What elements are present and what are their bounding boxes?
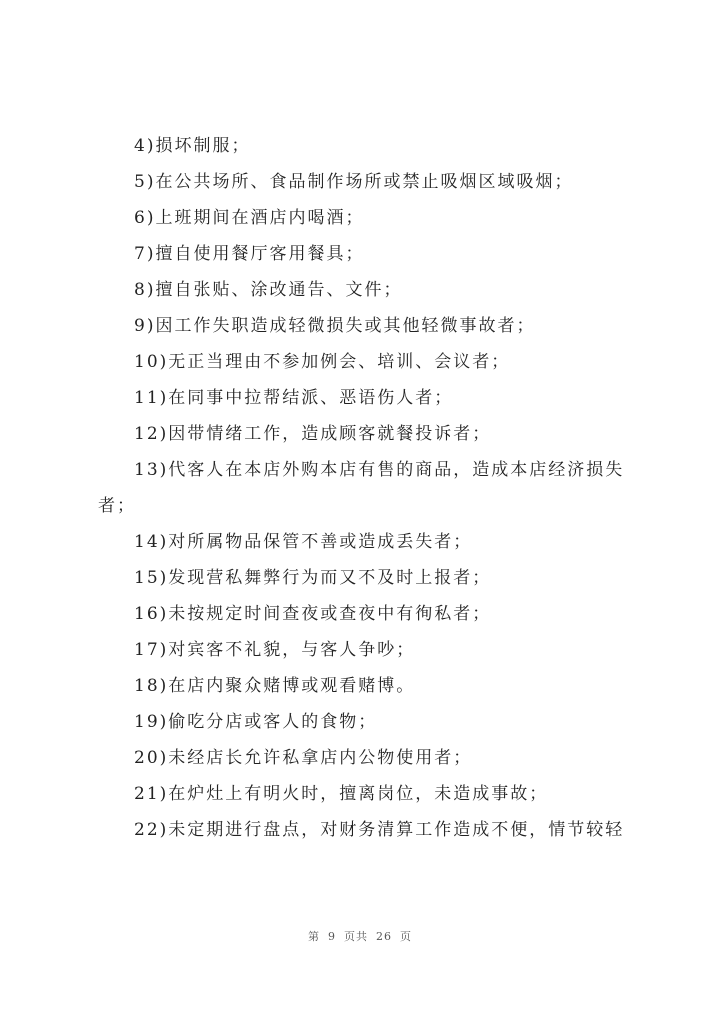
footer-middle: 页共 — [344, 930, 368, 943]
list-item: 10)无正当理由不参加例会、培训、会议者； — [134, 352, 511, 372]
list-item: 11)在同事中拉帮结派、恶语伤人者； — [134, 388, 454, 408]
footer-suffix: 页 — [400, 930, 412, 943]
list-item: 7)擅自使用餐厅客用餐具； — [134, 244, 365, 264]
list-item: 21)在炉灶上有明火时，擅离岗位，未造成事故； — [134, 784, 549, 804]
list-item: 20)未经店长允许私拿店内公物使用者； — [134, 748, 473, 768]
footer-prefix: 第 — [308, 930, 320, 943]
list-item: 12)因带情绪工作，造成顾客就餐投诉者； — [134, 424, 492, 444]
footer-page-number: 9 — [328, 930, 336, 943]
list-item: 14)对所属物品保管不善或造成丢失者； — [134, 532, 473, 552]
list-item: 16)未按规定时间查夜或查夜中有徇私者； — [134, 604, 492, 624]
document-body — [98, 128, 638, 848]
list-item: 13)代客人在本店外购本店有售的商品，造成本店经济损失 — [134, 460, 625, 480]
list-item: 22)未定期进行盘点，对财务清算工作造成不便，情节较轻 — [134, 820, 625, 840]
list-item: 15)发现营私舞弊行为而又不及时上报者； — [134, 568, 492, 588]
list-item: 8)擅自张贴、涂改通告、文件； — [134, 280, 403, 300]
list-item: 18)在店内聚众赌博或观看赌博。 — [134, 676, 416, 696]
footer-total-pages: 26 — [376, 930, 392, 943]
list-item: 19)偷吃分店或客人的食物； — [134, 712, 378, 732]
list-item: 17)对宾客不礼貌，与客人争吵； — [134, 640, 416, 660]
list-item: 5)在公共场所、食品制作场所或禁止吸烟区域吸烟； — [134, 172, 574, 192]
list-item: 9)因工作失职造成轻微损失或其他轻微事故者； — [134, 316, 536, 336]
list-item: 6)上班期间在酒店内喝酒； — [134, 208, 365, 228]
list-item-continuation: 者； — [98, 496, 136, 516]
page-footer — [0, 928, 720, 944]
list-item: 4)损坏制服； — [134, 136, 251, 156]
